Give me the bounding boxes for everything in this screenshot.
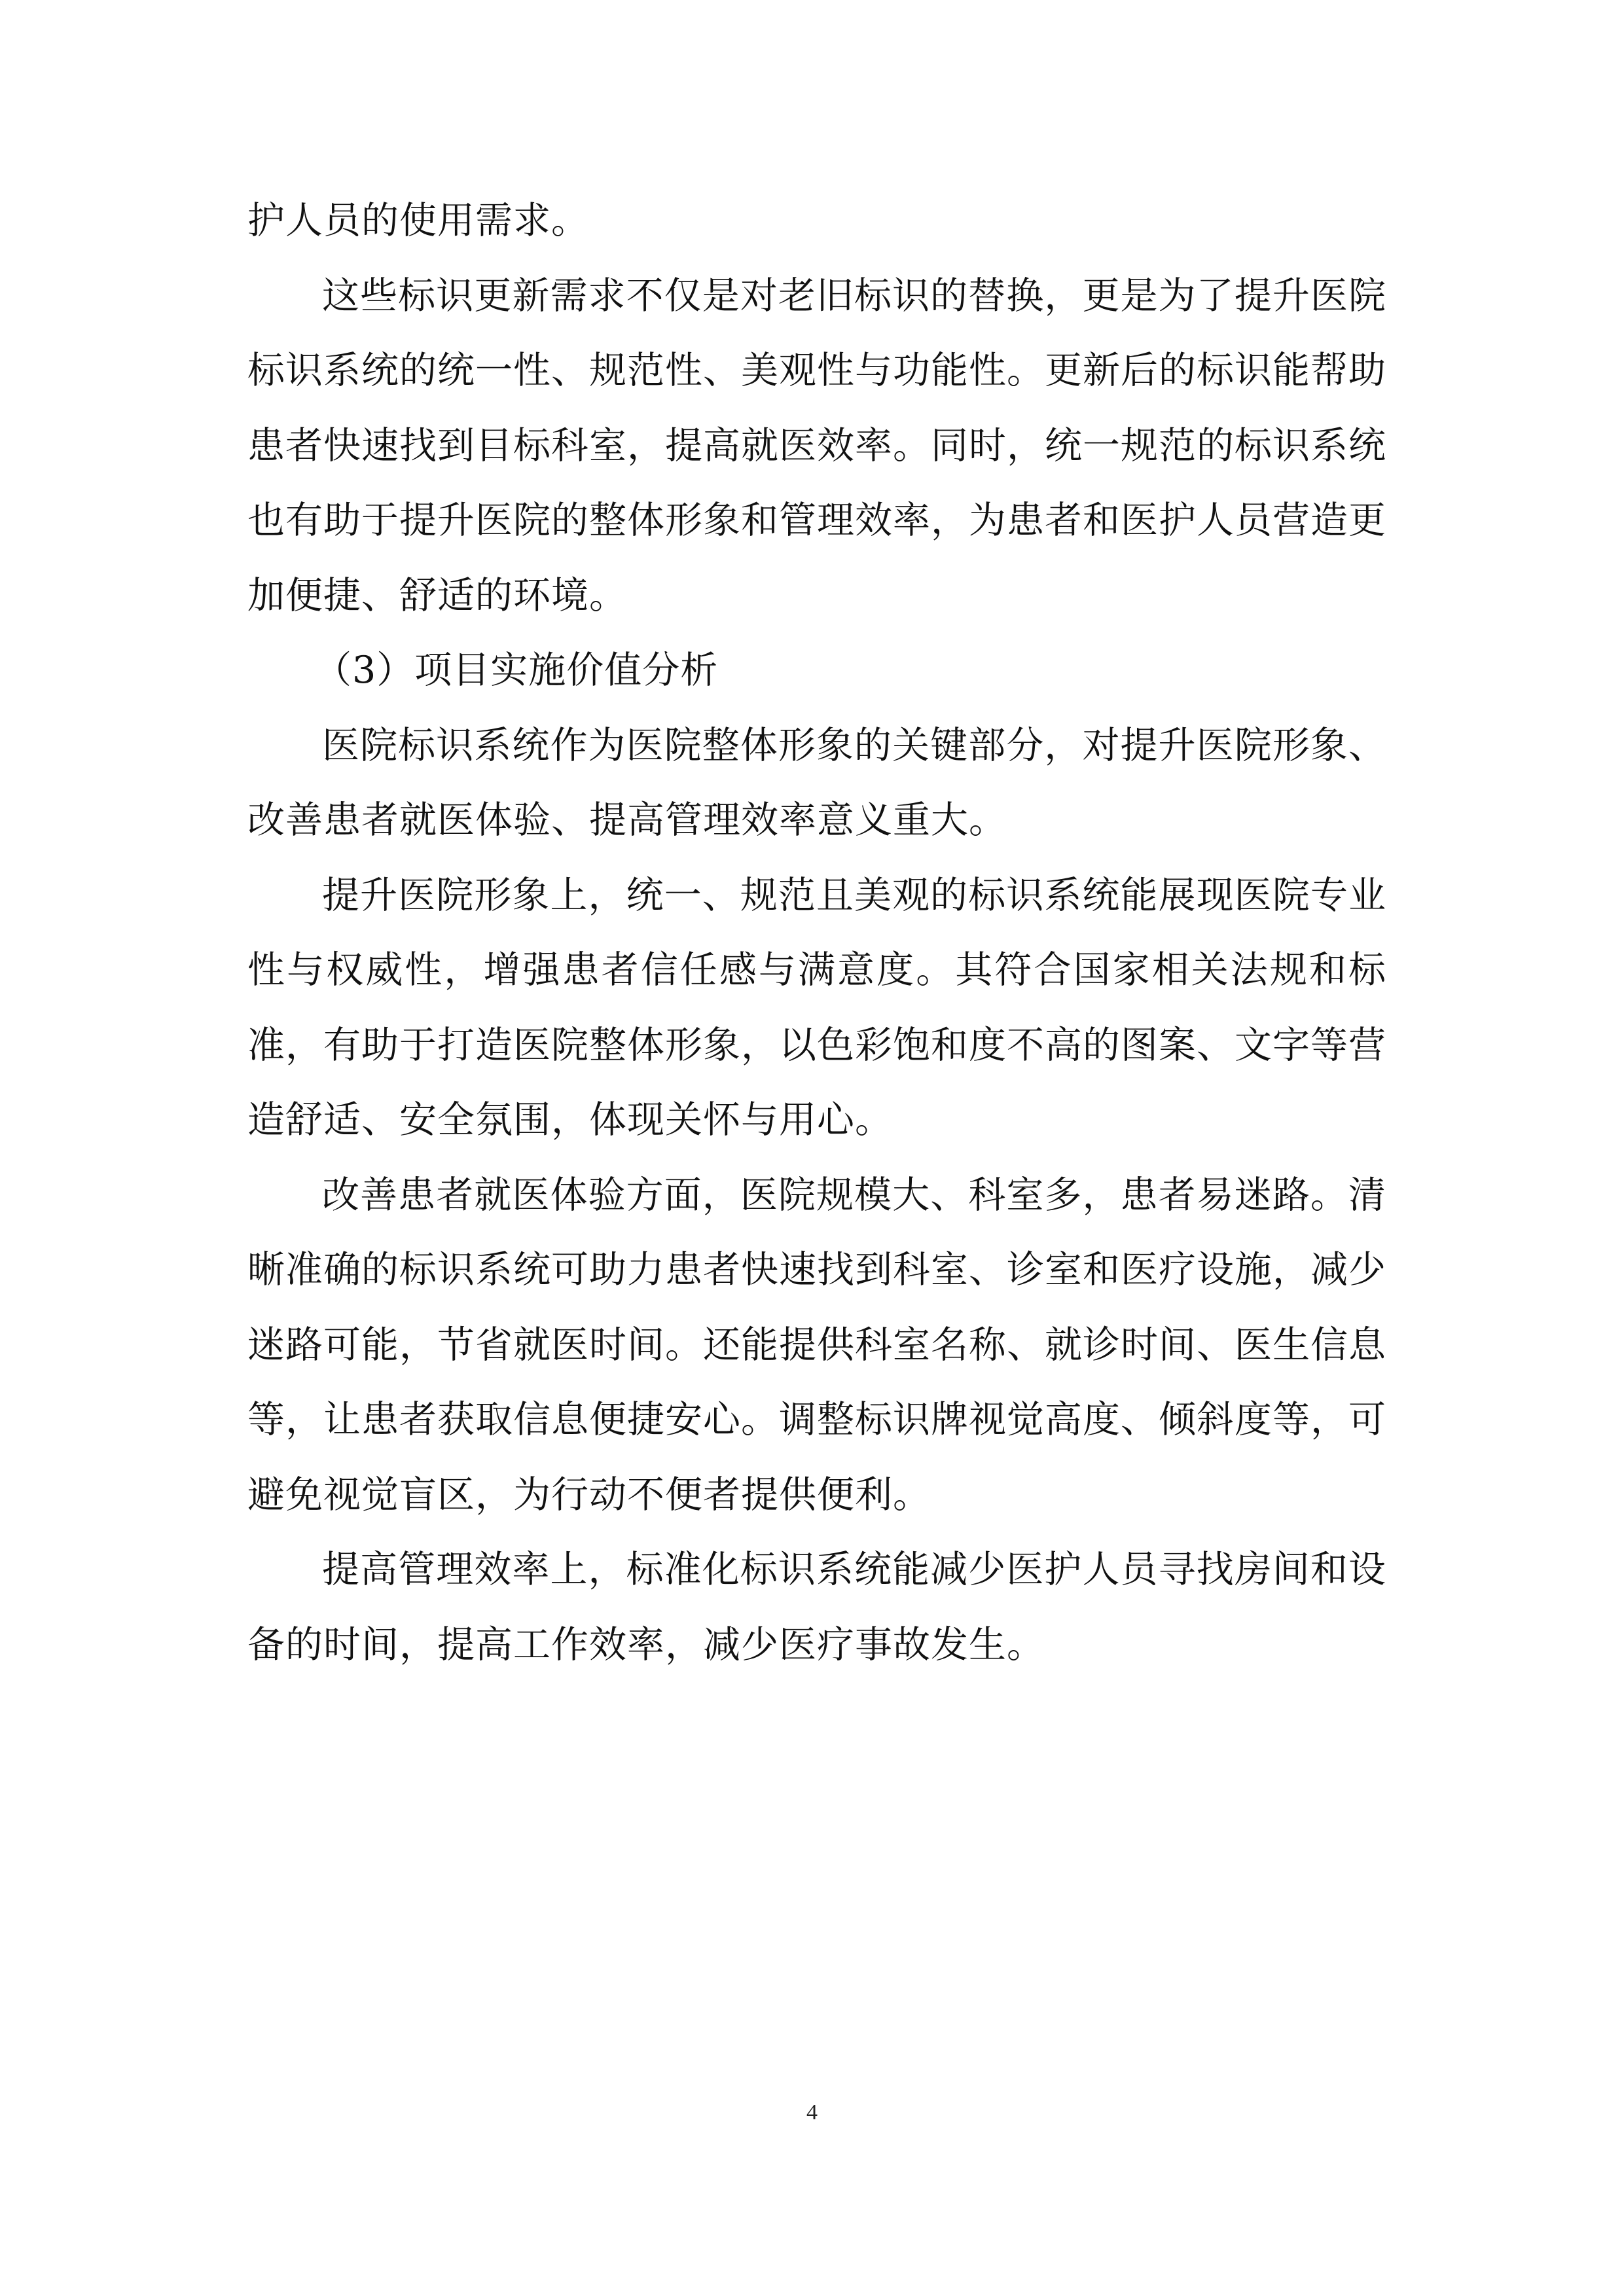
document-body	[247, 183, 1386, 1682]
paragraph-management-efficiency: 提高管理效率上，标准化标识系统能减少医护人员寻找房间和设备的时间，提高工作效率，减少医疗事故发生。	[247, 1548, 1386, 1666]
section-heading-value-analysis: （3）项目实施价值分析	[314, 649, 719, 692]
paragraph-continuation: 护人员的使用需求。	[247, 199, 589, 242]
page-number: 4	[806, 2100, 818, 2125]
paragraph-value-intro: 医院标识系统作为医院整体形象的关键部分，对提升医院形象、改善患者就医体验、提高管理效率意义重大。	[247, 723, 1386, 842]
paragraph-patient-experience: 改善患者就医体验方面，医院规模大、科室多，患者易迷路。清晰准确的标识系统可助力患者快速找到科室、诊室和医疗设施，减少迷路可能，节省就医时间。还能提供科室名称、就诊时间、医生信息等，让患者获取信息便捷安心。调整标识牌视觉高度、倾斜度等，可避免视觉盲区，为行动不便者提供便利。	[247, 1173, 1386, 1516]
paragraph-hospital-image: 提升医院形象上，统一、规范且美观的标识系统能展现医院专业性与权威性，增强患者信任感与满意度。其符合国家相关法规和标准，有助于打造医院整体形象，以色彩饱和度不高的图案、文字等营造舒适、安全氛围，体现关怀与用心。	[247, 873, 1386, 1141]
paragraph-sign-update-needs: 这些标识更新需求不仅是对老旧标识的替换，更是为了提升医院标识系统的统一性、规范性、美观性与功能性。更新后的标识能帮助患者快速找到目标科室，提高就医效率。同时，统一规范的标识系统也有助于提升医院的整体形象和管理效率，为患者和医护人员营造更加便捷、舒适的环境。	[247, 274, 1386, 617]
